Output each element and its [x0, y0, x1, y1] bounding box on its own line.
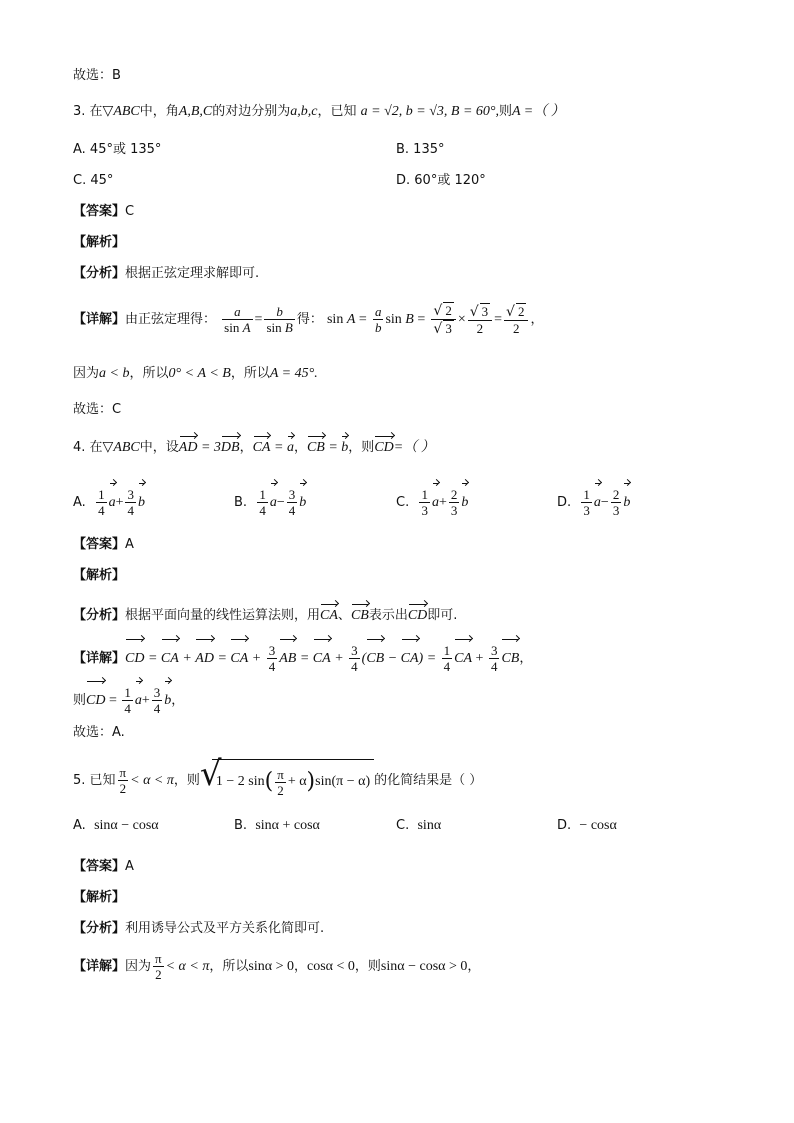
q4-option-c: C. $\frac{1}{3}$ a+ $\frac{2}{3}$ b: [396, 480, 468, 520]
q3-detail: 【详解】由正弦定理得： $\frac{a}{\text{sin A}}$ = $\frac{b}{\text{sin B}}$ 得： sin A = $\frac{a}{b}$ sin B = $\frac{√ 2}{√ 3}$ × $\frac{√ 3}{2}$ = $\frac{√ 2}{2}$ ，: [73, 303, 544, 337]
q5-option-b: B. sinα + cosα: [234, 818, 320, 833]
q4-option-b: B. $\frac{1}{4}$ a− $\frac{3}{4}$ b: [234, 480, 306, 520]
q5-radical: √ 1 − 2 sin( $\frac{\pi}{2}$ + α)sin(π − α): [200, 759, 374, 802]
law-of-sines-left: $\frac{a}{\text{sin A}}$: [224, 304, 251, 335]
q3-option-c: C. 45°: [73, 173, 114, 188]
q3-given: a = √2, b = √3, B = 60°,: [360, 104, 499, 119]
q4-option-d: D. $\frac{1}{3}$ a− $\frac{2}{3}$ b: [557, 480, 630, 520]
q5-fenxi: 【分析】利用诱导公式及平方关系化简即可.: [73, 921, 325, 936]
q3-option-a: A. 45°或 135°: [73, 142, 162, 157]
q3-stem: 3. 在▽ABC中，角A,B,C的对边分别为a,b,c，已知 a = √2, b = √3, B = 60°,则A =（ ）: [73, 104, 565, 119]
prev-answer-line: 故选：B: [73, 68, 121, 83]
q4-stem: 4. 在▽ABC中，设AD = 3DB，CA = a，CB = b，则CD=（ ）: [73, 433, 435, 457]
q4-option-a: A. $\frac{1}{4}$ a+ $\frac{3}{4}$ b: [73, 480, 145, 520]
q4-then: 则CD = $\frac{1}{4}$ a+ $\frac{3}{4}$ b，: [73, 678, 184, 718]
q5-stem: 5. 已知 $\frac{\pi}{2}$ < α < π，则 √ 1 − 2 sin( $\frac{\pi}{2}$ + α)sin(π − α) 的化简结果是（ ）: [73, 759, 482, 802]
q3-answer: 【答案】C: [73, 204, 135, 219]
q5-answer: 【答案】A: [73, 859, 134, 874]
q5-option-a: A. sinα − cosα: [73, 818, 159, 833]
q4-analysis-heading: 【解析】: [73, 568, 126, 583]
q3-fenxi: 【分析】根据正弦定理求解即可.: [73, 266, 260, 281]
law-of-sines-right: $\frac{b}{\text{sin B}}$: [266, 304, 293, 335]
q3-analysis-heading: 【解析】: [73, 235, 126, 250]
q4-detail: 【详解】CD = CA + AD = CA + $\frac{3}{4}$ AB = CA + $\frac{3}{4}$ (CB − CA) = $\frac{1}{4}$ CA + $\frac{3}{4}$ CB，: [73, 636, 532, 676]
q5-option-d: D. − cosα: [557, 818, 617, 833]
q5-option-c: C. sinα: [396, 818, 442, 833]
q4-final: 故选：A.: [73, 725, 125, 740]
q4-fenxi: 【分析】根据平面向量的线性运算法则，用CA、CB表示出CD即可.: [73, 601, 457, 625]
q5-analysis-heading: 【解析】: [73, 890, 126, 905]
q3-final: 故选：C: [73, 402, 122, 417]
q4-answer: 【答案】A: [73, 537, 134, 552]
q3-conclusion: 因为a < b，所以0° < A < B，所以A = 45°.: [73, 366, 318, 381]
q3-option-d: D. 60°或 120°: [396, 173, 486, 188]
q3-option-b: B. 135°: [396, 142, 445, 157]
q5-detail: 【详解】因为 $\frac{\pi}{2}$ < α < π，所以sinα > 0，cosα < 0，则sinα − cosα > 0，: [73, 951, 481, 982]
